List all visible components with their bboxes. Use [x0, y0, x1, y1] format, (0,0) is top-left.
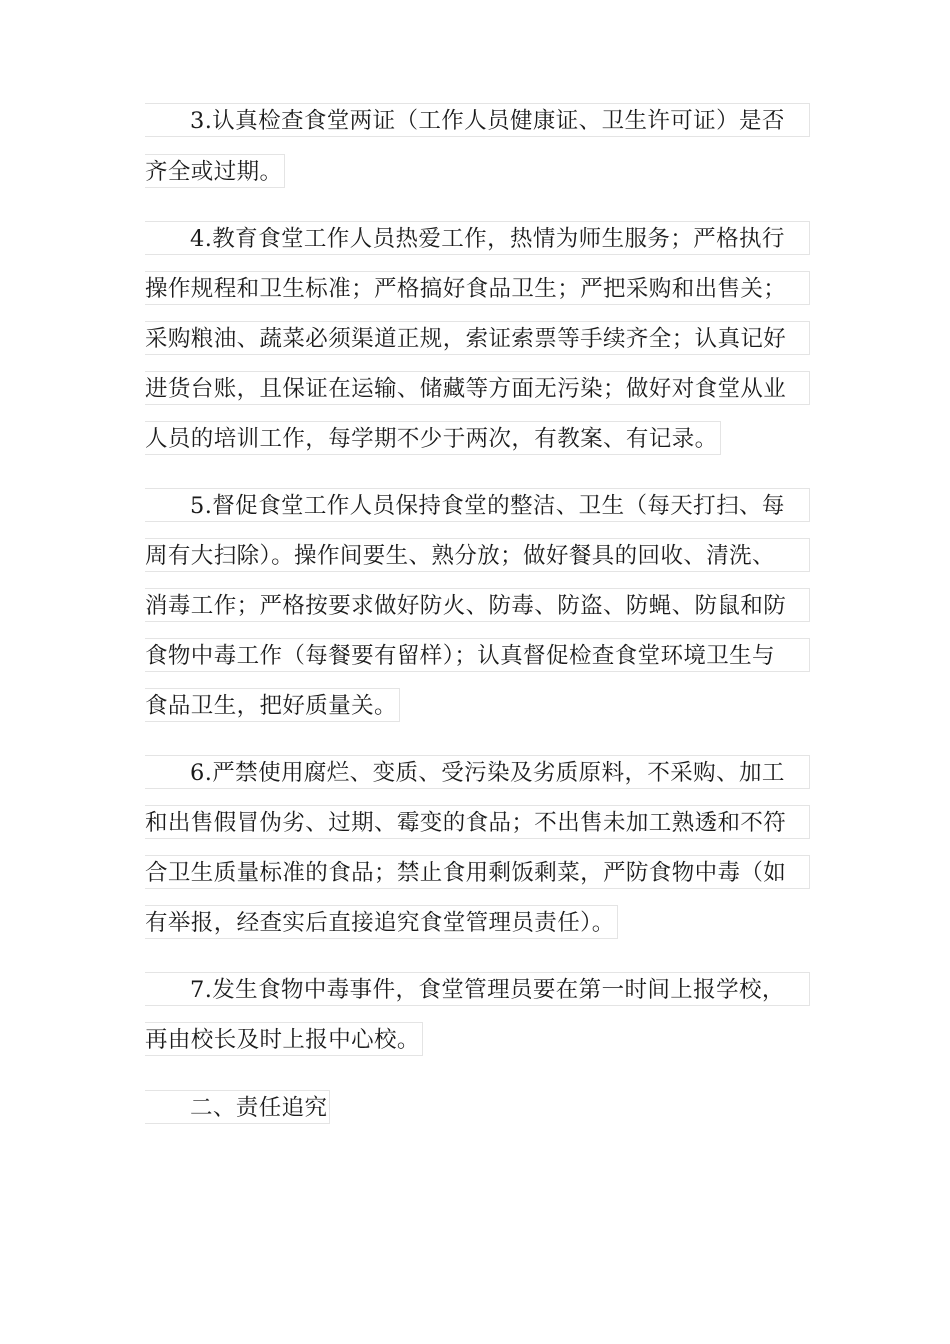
text-line: 6.严禁使用腐烂、变质、受污染及劣质原料，不采购、加工 — [145, 755, 810, 789]
text-line: 食品卫生，把好质量关。 — [145, 688, 400, 722]
text-line: 周有大扫除）。操作间要生、熟分放；做好餐具的回收、清洗、 — [145, 538, 810, 572]
text-line: 采购粮油、蔬菜必须渠道正规，索证索票等手续齐全；认真记好 — [145, 321, 810, 355]
text-line: 和出售假冒伪劣、过期、霉变的食品；不出售未加工熟透和不符 — [145, 805, 810, 839]
section-heading: 二、责任追究 — [145, 1090, 330, 1124]
text-line: 操作规程和卫生标准；严格搞好食品卫生；严把采购和出售关； — [145, 271, 810, 305]
text-line: 5.督促食堂工作人员保持食堂的整洁、卫生（每天打扫、每 — [145, 488, 810, 522]
text-line: 7.发生食物中毒事件，食堂管理员要在第一时间上报学校， — [145, 972, 810, 1006]
text-line: 人员的培训工作，每学期不少于两次，有教案、有记录。 — [145, 421, 721, 455]
text-line: 再由校长及时上报中心校。 — [145, 1022, 423, 1056]
text-line: 消毒工作；严格按要求做好防火、防毒、防盗、防蝇、防鼠和防 — [145, 588, 810, 622]
text-line: 有举报，经查实后直接追究食堂管理员责任）。 — [145, 905, 618, 939]
text-line: 进货台账，且保证在运输、储藏等方面无污染；做好对食堂从业 — [145, 371, 810, 405]
text-line: 合卫生质量标准的食品；禁止食用剩饭剩菜，严防食物中毒（如 — [145, 855, 810, 889]
text-line: 3.认真检查食堂两证（工作人员健康证、卫生许可证）是否 — [145, 103, 810, 137]
text-line: 齐全或过期。 — [145, 154, 285, 188]
text-line: 4.教育食堂工作人员热爱工作，热情为师生服务；严格执行 — [145, 221, 810, 255]
text-line: 食物中毒工作（每餐要有留样）；认真督促检查食堂环境卫生与 — [145, 638, 810, 672]
